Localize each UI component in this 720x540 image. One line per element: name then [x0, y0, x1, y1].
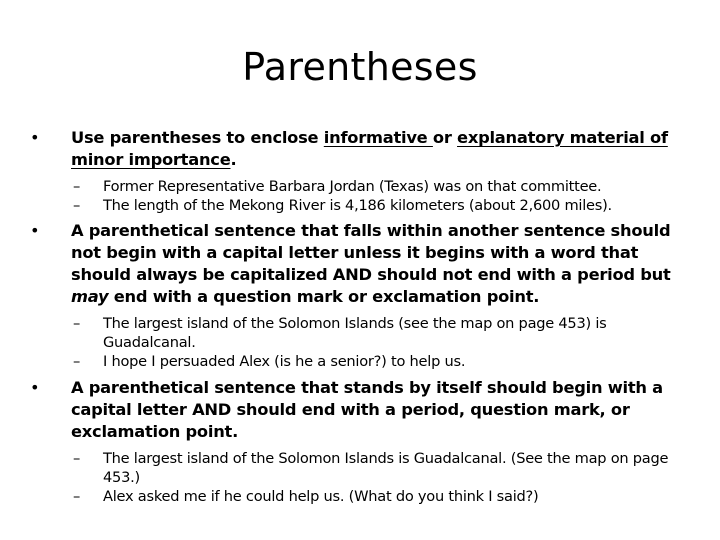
sub-bullet-2-1: [30, 314, 700, 352]
slide-content: [30, 127, 700, 506]
bullet-3: [30, 377, 700, 443]
bullet-1-text-b: or: [432, 128, 458, 147]
sub-bullet-1-1: [30, 177, 700, 196]
bullet-2-emphasis: may: [71, 287, 109, 306]
bullet-2-text-b: end with a question mark or exclamation point.: [108, 287, 540, 306]
bullet-1: [30, 127, 700, 171]
dash-icon: –: [73, 315, 81, 332]
sub-bullet-text: The largest island of the Solomon Islands (see the map on page 453) is Guadalcanal.: [103, 315, 607, 351]
sub-bullet-3-2: [30, 487, 700, 506]
bullet-1-text-d: .: [230, 150, 237, 169]
bullet-2-text-a: A parenthetical sentence that falls within another sentence should not begin with a capital letter unless it begins with a word that should always be capitalized AND should not end with a period but: [71, 221, 671, 284]
bullet-1-text-a: Use parentheses to enclose: [71, 128, 324, 147]
sub-bullet-3-1: [30, 449, 700, 487]
bullet-1-underline-minor-importance: of minor importance: [71, 128, 668, 169]
sub-bullet-text: Former Representative Barbara Jordan (Texas) was on that committee.: [103, 178, 602, 195]
sub-bullet-1-2: [30, 196, 700, 215]
sub-bullet-2-2: [30, 352, 700, 371]
dash-icon: –: [73, 197, 81, 214]
sub-bullet-text: I hope I persuaded Alex (is he a senior?) to help us.: [103, 353, 466, 370]
bullet-icon: •: [30, 221, 40, 240]
sub-bullet-text: The length of the Mekong River is 4,186 kilometers (about 2,600 miles).: [103, 197, 612, 214]
dash-icon: –: [73, 353, 81, 370]
bullet-icon: •: [30, 378, 40, 397]
dash-icon: –: [73, 450, 81, 467]
bullet-3-text: A parenthetical sentence that stands by itself should begin with a capital letter AND should end with a period, question mark, or exclamation point.: [71, 378, 663, 441]
bullet-2: [30, 220, 700, 308]
dash-icon: –: [73, 178, 81, 195]
bullet-1-underline-explanatory: explanatory material: [457, 128, 651, 147]
sub-bullet-text: Alex asked me if he could help us. (What do you think I said?): [103, 488, 539, 505]
bullet-1-underline-informative: informative: [323, 128, 433, 147]
bullet-icon: •: [30, 128, 40, 147]
slide-title: Parentheses: [242, 45, 478, 89]
sub-bullet-text: The largest island of the Solomon Islands is Guadalcanal. (See the map on page 453.): [103, 450, 669, 486]
dash-icon: –: [73, 488, 81, 505]
